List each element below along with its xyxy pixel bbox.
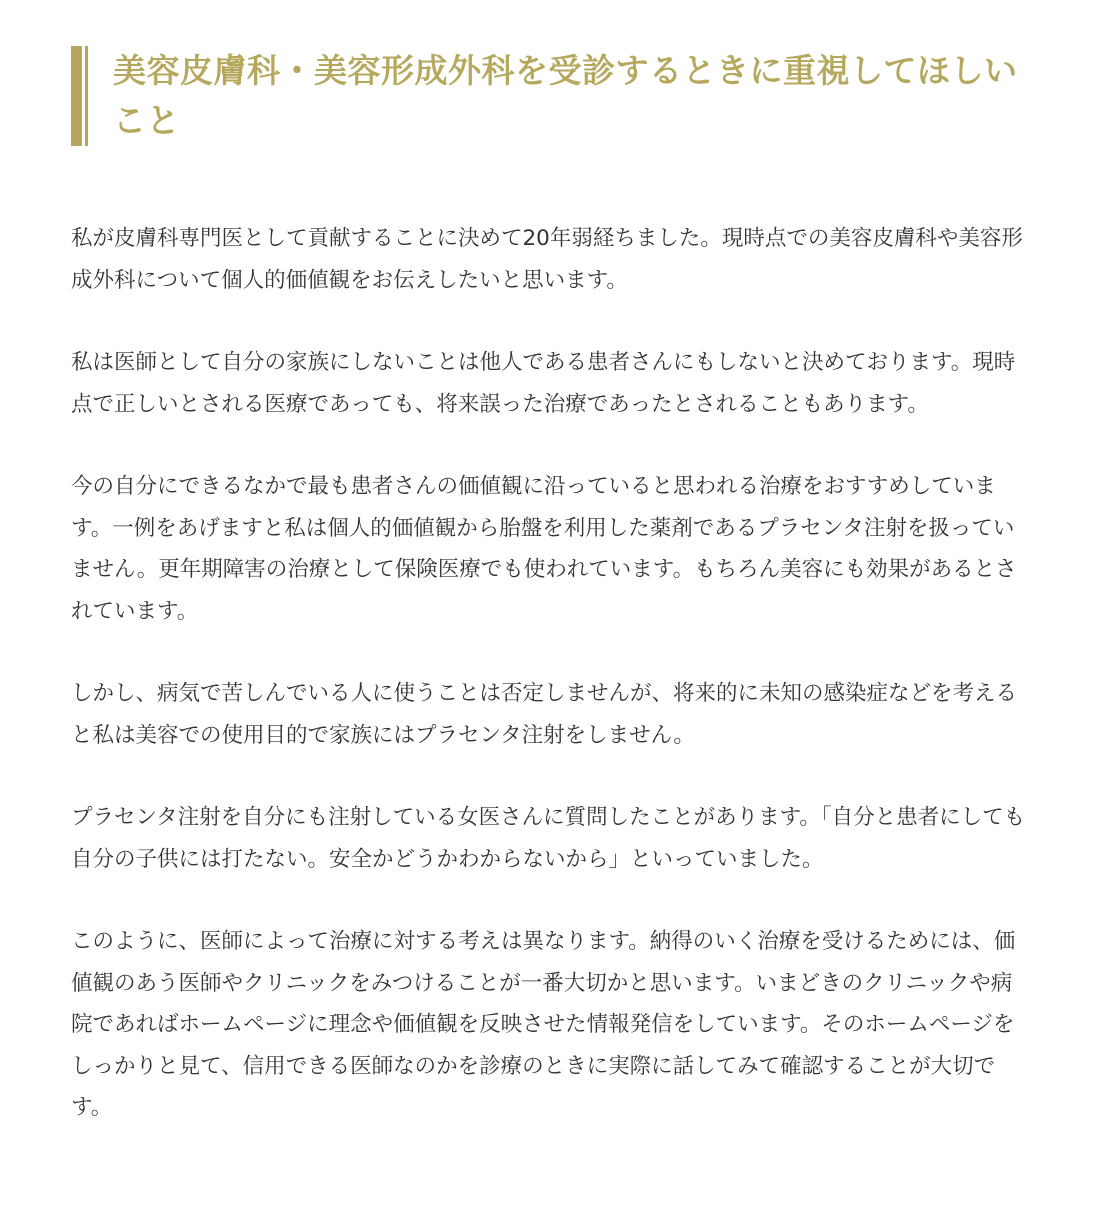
- paragraph: このように、医師によって治療に対する考えは異なります。納得のいく治療を受けるためには、価値観のあう医師やクリニックをみつけることが一番大切かと思います。いまどきのクリニックや病院であればホームページに理念や価値観を反映させた情報発信をしています。そのホームページをしっかりと見て、信用できる医師なのかを診療のときに実際に話してみて確認することが大切です。: [71, 929, 1016, 1120]
- heading-accent-bar: [71, 46, 89, 146]
- heading-accent-bar-thick: [71, 46, 82, 146]
- heading-accent-bar-thin: [85, 46, 88, 146]
- paragraph: 私は医師として自分の家族にしないことは他人である患者さんにもしないと決めております。現時点で正しいとされる医療であっても、将来誤った治療であったとされることもあります。: [71, 350, 1016, 417]
- article-body: [71, 218, 1026, 1170]
- paragraph: 私が皮膚科専門医として貢献することに決めて20年弱経ちました。現時点での美容皮膚科や美容形成外科について個人的価値観をお伝えしたいと思います。: [71, 226, 1023, 293]
- paragraph: 今の自分にできるなかで最も患者さんの価値観に沿っていると思われる治療をおすすめしています。一例をあげますと私は個人的価値観から胎盤を利用した薬剤であるプラセンタ注射を扱っていません。更年期障害の治療として保険医療でも使われています。もちろん美容にも効果があるとされています。: [71, 474, 1017, 624]
- heading-title: 美容皮膚科・美容形成外科を受診するときに重視してほしいこと: [113, 51, 1018, 140]
- paragraph: プラセンタ注射を自分にも注射している女医さんに質問したことがあります。「自分と患者にしても自分の子供には打たない。安全かどうかわからないから」といっていました。: [71, 805, 1026, 872]
- paragraph: しかし、病気で苦しんでいる人に使うことは否定しませんが、将来的に未知の感染症などを考えると私は美容での使用目的で家族にはプラセンタ注射をしません。: [71, 681, 1018, 748]
- section-heading: [71, 46, 1031, 146]
